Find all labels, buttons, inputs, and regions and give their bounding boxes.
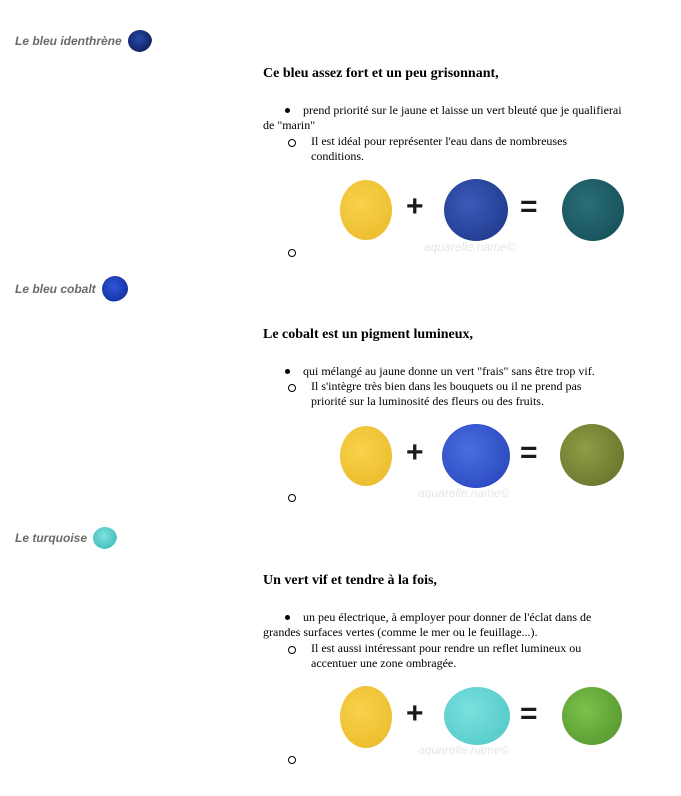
turquoise-paint-swatch — [444, 687, 510, 745]
cobalt-paint-swatch — [442, 424, 510, 488]
blue-paint-swatch — [444, 179, 508, 241]
subbullet-text: Il s'intègre très bien dans les bouquets ou il ne prend pas priorité sur la luminosité des fleurs ou des fruits. — [311, 379, 582, 408]
bullet-text: qui mélangé au jaune donne un vert "frais" sans être trop vif. — [303, 364, 595, 378]
section-title-cobalt — [15, 276, 128, 302]
plus-icon: + — [406, 697, 424, 730]
subbullet-marker — [288, 249, 296, 257]
section-heading: Un vert vif et tendre à la fois, — [263, 573, 437, 588]
result-paint-swatch — [560, 424, 624, 486]
section-title-text: Le bleu cobalt — [15, 282, 96, 296]
section-title-text: Le turquoise — [15, 531, 88, 545]
subbullet-marker — [288, 646, 296, 654]
bullet-text: un peu électrique, à employer pour donner de l'éclat dans de grandes surfaces vertes (comme le mer ou le feuillage...). — [263, 610, 592, 639]
section-heading: Le cobalt est un pigment lumineux, — [263, 327, 474, 342]
yellow-paint-swatch — [340, 686, 392, 748]
yellow-paint-swatch — [340, 426, 392, 486]
subbullet-marker — [288, 494, 296, 502]
equals-icon: = — [520, 436, 538, 469]
plus-icon: + — [406, 436, 424, 469]
bullet-text: prend priorité sur le jaune et laisse un vert bleuté que je qualifierai de "marin" — [263, 103, 622, 132]
section-title-text: Le bleu identhrène — [15, 34, 122, 48]
watermark: aquarelle.name© — [424, 240, 516, 254]
subbullet-marker — [288, 384, 296, 392]
section-heading: Ce bleu assez fort et un peu grisonnant, — [263, 66, 499, 81]
blue-paint-swatch-icon — [128, 30, 152, 52]
equals-icon: = — [520, 697, 538, 730]
turquoise-paint-swatch-icon — [93, 527, 117, 549]
result-paint-swatch — [562, 687, 622, 745]
plus-icon: + — [406, 190, 424, 223]
cobalt-paint-swatch-icon — [102, 276, 128, 302]
subbullet-text: Il est idéal pour représenter l'eau dans de nombreuses conditions. — [311, 134, 568, 163]
equals-icon: = — [520, 190, 538, 223]
bullet-marker — [285, 369, 290, 374]
subbullet-marker — [288, 139, 296, 147]
color-mix-illustration — [336, 683, 628, 755]
section-title-turquoise — [15, 527, 117, 549]
result-paint-swatch — [562, 179, 624, 241]
color-mix-illustration — [336, 422, 628, 500]
subbullet-text: Il est aussi intéressant pour rendre un reflet lumineux ou accentuer une zone ombragée. — [311, 641, 582, 670]
yellow-paint-swatch — [340, 180, 392, 240]
color-mix-illustration — [336, 177, 628, 254]
watermark: aquarelle.name© — [418, 743, 510, 757]
subbullet-marker — [288, 756, 296, 764]
section-title-identhrene — [15, 30, 152, 52]
watermark: aquarelle.name© — [418, 486, 510, 500]
